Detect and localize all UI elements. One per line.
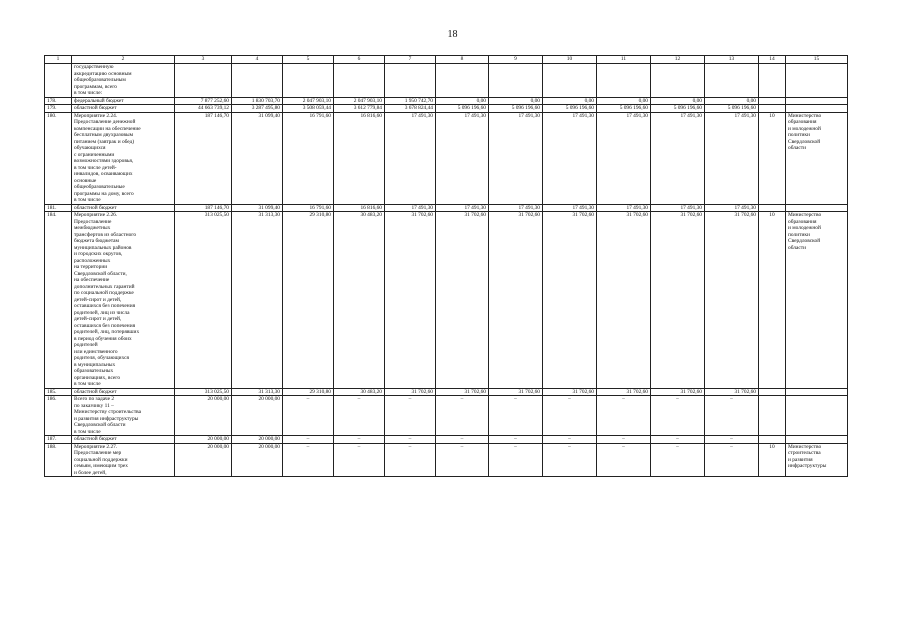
- row-number-cell: [45, 64, 72, 98]
- item-name-cell: областной бюджет: [72, 204, 175, 212]
- amount-cell: 20 000,00: [175, 443, 232, 477]
- amount-cell: [705, 64, 759, 98]
- amount-cell: –: [436, 443, 489, 477]
- column-number-cell: 11: [597, 56, 651, 64]
- amount-cell: –: [543, 436, 597, 444]
- column-number-cell: 8: [436, 56, 489, 64]
- table-body: [45, 64, 848, 477]
- amount-cell: –: [283, 396, 334, 436]
- amount-cell: 17 491,30: [489, 112, 543, 204]
- amount-cell: [597, 64, 651, 98]
- column-number-cell: 7: [385, 56, 436, 64]
- amount-cell: 0,00: [543, 97, 597, 105]
- amount-cell: 31 313,30: [232, 212, 283, 389]
- amount-cell: –: [543, 396, 597, 436]
- row-number-cell: 186.: [45, 396, 72, 436]
- table-row: [45, 396, 848, 436]
- amount-cell: [283, 64, 334, 98]
- item-name-cell: Всего по задаче 2 по заказчику 11 – Министерству строительства и развития инфраструктуры Свердловской области в том числе: [72, 396, 175, 436]
- executor-cell: [786, 396, 848, 436]
- amount-cell: –: [436, 436, 489, 444]
- amount-cell: –: [489, 396, 543, 436]
- table-row: [45, 64, 848, 98]
- amount-cell: [436, 64, 489, 98]
- executor-cell: [786, 97, 848, 105]
- table-row: [45, 212, 848, 389]
- amount-cell: 17 491,30: [385, 112, 436, 204]
- item-name-cell: Мероприятие 2.26. Предоставление межбюджетных трансфертов из областного бюджета бюджетам муниципальных районов и городских округов, расположенных на территории Свердловской области, на обеспечение дополнительных гарантий по социальной поддержке детей-сирот и детей, оставшихся без попечения родителей, лиц из числа детей-сирот и детей, оставшихся без попечения родителей, лиц, потерявших в период обучения обоих родителей или единственного родителя, обучающихся в муниципальных образовательных организациях, всего в том числе: [72, 212, 175, 389]
- column-number-cell: 5: [283, 56, 334, 64]
- target-indicator-cell: 10: [759, 212, 786, 389]
- column-number-cell: 1: [45, 56, 72, 64]
- column-number-cell: 10: [543, 56, 597, 64]
- amount-cell: –: [385, 436, 436, 444]
- table-row: [45, 388, 848, 396]
- column-number-cell: 12: [651, 56, 705, 64]
- row-number-cell: 185.: [45, 388, 72, 396]
- amount-cell: 187 146,70: [175, 204, 232, 212]
- amount-cell: 313 025,50: [175, 212, 232, 389]
- amount-cell: 17 491,30: [489, 204, 543, 212]
- amount-cell: 5 096 196,60: [436, 105, 489, 113]
- row-number-cell: 181.: [45, 204, 72, 212]
- table-row: [45, 97, 848, 105]
- amount-cell: 313 025,50: [175, 388, 232, 396]
- amount-cell: 29 310,80: [283, 212, 334, 389]
- row-number-cell: 187.: [45, 436, 72, 444]
- amount-cell: [489, 64, 543, 98]
- amount-cell: 16 816,60: [334, 204, 385, 212]
- column-number-cell: 13: [705, 56, 759, 64]
- column-number-cell: 3: [175, 56, 232, 64]
- amount-cell: 20 000,00: [175, 436, 232, 444]
- amount-cell: 3 508 059,44: [283, 105, 334, 113]
- amount-cell: 17 491,30: [436, 112, 489, 204]
- amount-cell: 1 830 703,70: [232, 97, 283, 105]
- executor-cell: [786, 436, 848, 444]
- amount-cell: 31 702,60: [436, 212, 489, 389]
- amount-cell: 31 702,60: [489, 388, 543, 396]
- amount-cell: –: [705, 443, 759, 477]
- row-number-cell: 179.: [45, 105, 72, 113]
- amount-cell: 7 877 252,60: [175, 97, 232, 105]
- amount-cell: [385, 64, 436, 98]
- table-row: [45, 105, 848, 113]
- item-name-cell: областной бюджет: [72, 436, 175, 444]
- amount-cell: 31 099,40: [232, 112, 283, 204]
- amount-cell: 17 491,30: [543, 204, 597, 212]
- item-name-cell: Мероприятие 2.27. Предоставление мер социальной поддержки семьям, имеющим трех и более детей,: [72, 443, 175, 477]
- amount-cell: –: [651, 396, 705, 436]
- amount-cell: –: [597, 443, 651, 477]
- amount-cell: –: [651, 436, 705, 444]
- amount-cell: 3 612 779,84: [334, 105, 385, 113]
- amount-cell: 20 000,00: [232, 436, 283, 444]
- amount-cell: 17 491,30: [651, 112, 705, 204]
- amount-cell: 16 791,60: [283, 112, 334, 204]
- table-row: [45, 204, 848, 212]
- executor-cell: Министерство образования и молодежной политики Свердловской области: [786, 212, 848, 389]
- amount-cell: 29 310,80: [283, 388, 334, 396]
- amount-cell: 17 491,30: [705, 204, 759, 212]
- table-row: [45, 443, 848, 477]
- amount-cell: 31 313,30: [232, 388, 283, 396]
- executor-cell: [786, 388, 848, 396]
- amount-cell: –: [597, 396, 651, 436]
- amount-cell: 31 702,60: [705, 388, 759, 396]
- target-indicator-cell: [759, 436, 786, 444]
- amount-cell: 17 491,30: [385, 204, 436, 212]
- amount-cell: –: [334, 396, 385, 436]
- executor-cell: Министерство строительства и развития инфраструктуры: [786, 443, 848, 477]
- executor-cell: [786, 64, 848, 98]
- amount-cell: 5 096 196,60: [651, 105, 705, 113]
- amount-cell: –: [489, 443, 543, 477]
- amount-cell: 31 702,60: [385, 388, 436, 396]
- amount-cell: –: [705, 436, 759, 444]
- amount-cell: 31 702,60: [385, 212, 436, 389]
- table-row: [45, 112, 848, 204]
- amount-cell: 17 491,30: [436, 204, 489, 212]
- amount-cell: 5 096 196,60: [597, 105, 651, 113]
- amount-cell: 30 483,20: [334, 212, 385, 389]
- amount-cell: [232, 64, 283, 98]
- executor-cell: [786, 105, 848, 113]
- amount-cell: –: [543, 443, 597, 477]
- amount-cell: 31 702,60: [543, 388, 597, 396]
- item-name-cell: государственную аккредитацию основным общеобразовательным программам, всего в том числе:: [72, 64, 175, 98]
- amount-cell: 0,00: [705, 97, 759, 105]
- amount-cell: 3 287 495,80: [232, 105, 283, 113]
- amount-cell: [543, 64, 597, 98]
- amount-cell: 30 483,20: [334, 388, 385, 396]
- amount-cell: 5 096 196,60: [489, 105, 543, 113]
- amount-cell: –: [385, 443, 436, 477]
- amount-cell: 17 491,30: [597, 204, 651, 212]
- amount-cell: 0,00: [597, 97, 651, 105]
- amount-cell: 20 000,00: [232, 443, 283, 477]
- amount-cell: 0,00: [489, 97, 543, 105]
- amount-cell: [175, 64, 232, 98]
- row-number-cell: 178.: [45, 97, 72, 105]
- column-number-cell: 2: [72, 56, 175, 64]
- column-number-cell: 4: [232, 56, 283, 64]
- amount-cell: 17 491,30: [651, 204, 705, 212]
- target-indicator-cell: [759, 388, 786, 396]
- executor-cell: Министерство образования и молодежной политики Свердловской области: [786, 112, 848, 204]
- amount-cell: 17 491,30: [543, 112, 597, 204]
- item-name-cell: Мероприятие 2.24. Предоставление денежной компенсации на обеспечение бесплатным двухразовым питанием (завтрак и обед) обучающихся с ограниченными возможностями здоровья, в том числе детей- инвалидов, осваивающих основные общеобразовательные программы на дому, всего в том числе: [72, 112, 175, 204]
- executor-cell: [786, 204, 848, 212]
- amount-cell: 17 491,30: [597, 112, 651, 204]
- amount-cell: –: [283, 436, 334, 444]
- target-indicator-cell: [759, 396, 786, 436]
- amount-cell: 31 702,60: [651, 212, 705, 389]
- amount-cell: –: [283, 443, 334, 477]
- amount-cell: [334, 64, 385, 98]
- table-row: [45, 436, 848, 444]
- column-number-cell: 6: [334, 56, 385, 64]
- amount-cell: 20 000,00: [232, 396, 283, 436]
- column-number-cell: 14: [759, 56, 786, 64]
- amount-cell: [651, 64, 705, 98]
- amount-cell: 3 678 824,44: [385, 105, 436, 113]
- amount-cell: –: [651, 443, 705, 477]
- item-name-cell: федеральный бюджет: [72, 97, 175, 105]
- amount-cell: 31 702,60: [651, 388, 705, 396]
- amount-cell: 31 702,60: [489, 212, 543, 389]
- row-number-cell: 180.: [45, 112, 72, 204]
- amount-cell: 31 702,60: [597, 388, 651, 396]
- amount-cell: 2 047 903,10: [283, 97, 334, 105]
- amount-cell: 16 791,60: [283, 204, 334, 212]
- item-name-cell: областной бюджет: [72, 105, 175, 113]
- amount-cell: 5 096 196,60: [705, 105, 759, 113]
- amount-cell: 2 047 903,10: [334, 97, 385, 105]
- amount-cell: 0,00: [436, 97, 489, 105]
- row-number-cell: 188.: [45, 443, 72, 477]
- amount-cell: 20 000,00: [175, 396, 232, 436]
- row-number-cell: 184.: [45, 212, 72, 389]
- amount-cell: 31 702,60: [436, 388, 489, 396]
- amount-cell: –: [597, 436, 651, 444]
- column-number-row: [45, 56, 848, 64]
- target-indicator-cell: [759, 97, 786, 105]
- item-name-cell: областной бюджет: [72, 388, 175, 396]
- amount-cell: 0,00: [651, 97, 705, 105]
- amount-cell: 31 099,40: [232, 204, 283, 212]
- amount-cell: –: [334, 436, 385, 444]
- column-number-cell: 9: [489, 56, 543, 64]
- target-indicator-cell: [759, 64, 786, 98]
- amount-cell: –: [334, 443, 385, 477]
- target-indicator-cell: [759, 105, 786, 113]
- amount-cell: 16 816,60: [334, 112, 385, 204]
- amount-cell: 44 663 739,12: [175, 105, 232, 113]
- page-number: 18: [447, 29, 458, 40]
- amount-cell: 31 702,60: [543, 212, 597, 389]
- amount-cell: 5 096 196,60: [543, 105, 597, 113]
- budget-table: [44, 55, 848, 477]
- amount-cell: 1 950 742,70: [385, 97, 436, 105]
- target-indicator-cell: [759, 204, 786, 212]
- amount-cell: –: [436, 396, 489, 436]
- amount-cell: –: [705, 396, 759, 436]
- amount-cell: 17 491,30: [705, 112, 759, 204]
- target-indicator-cell: 10: [759, 443, 786, 477]
- amount-cell: 31 702,60: [705, 212, 759, 389]
- amount-cell: 187 146,70: [175, 112, 232, 204]
- amount-cell: –: [489, 436, 543, 444]
- target-indicator-cell: 10: [759, 112, 786, 204]
- amount-cell: 31 702,60: [597, 212, 651, 389]
- column-number-cell: 15: [786, 56, 848, 64]
- amount-cell: –: [385, 396, 436, 436]
